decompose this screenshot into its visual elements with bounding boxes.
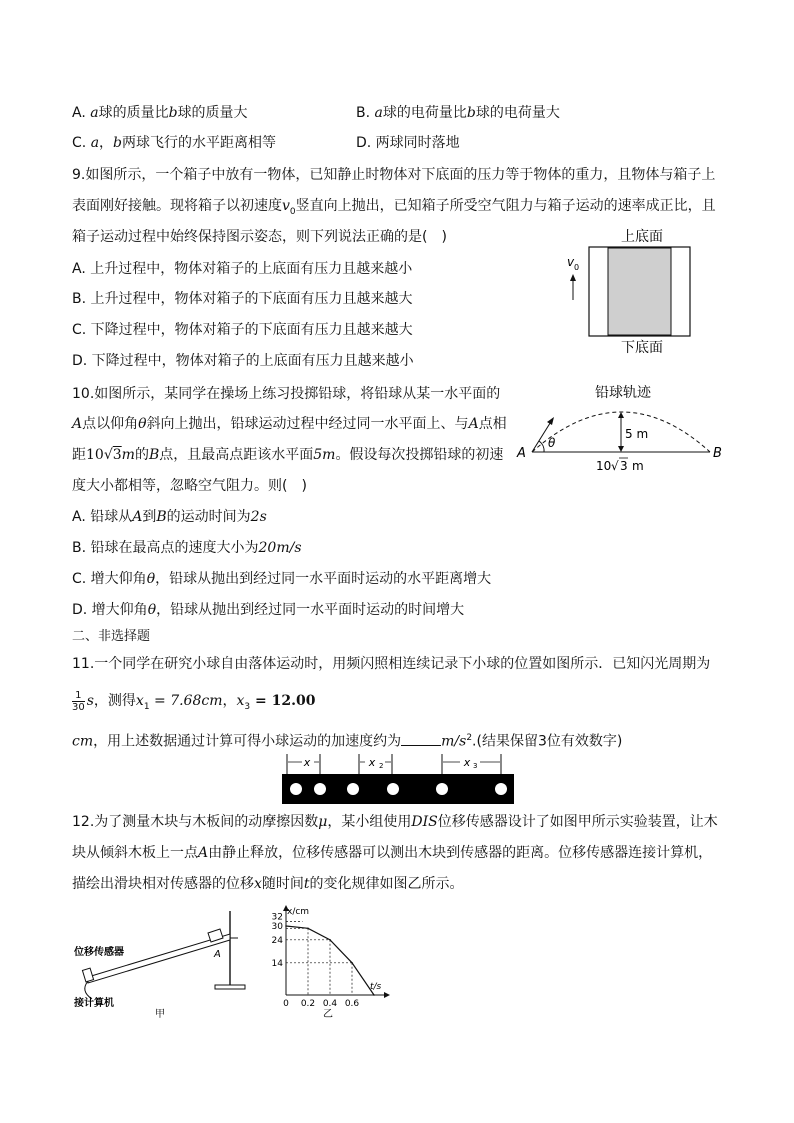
arrow-head (570, 274, 576, 281)
q11-stem-line1: 11.一个同学在研究小球自由落体运动时，用频闪照相连续记录下小球的位置如图所示．已知闪光周期为 (72, 656, 711, 672)
velocity-label-sub: 0 (574, 263, 580, 272)
ball-image (436, 783, 448, 795)
q11-strobe-figure (282, 752, 514, 806)
q9-stem-line3: 箱子运动过程中始终保持图示姿态，则下列说法正确的是( ) (72, 229, 447, 245)
q8-option-d: D. 两球同时落地 (356, 135, 460, 151)
q10-stem-line3-c: 点，且最高点距该水平面 (159, 447, 314, 463)
var-b: b (113, 135, 123, 151)
point-a-label: A (214, 949, 221, 960)
q10-stem-line3-d: 。假设每次投掷铅球的初速 (335, 447, 504, 463)
q12-stem-line2-a: 块从倾斜木板上一点 (72, 845, 198, 861)
var-A: A (72, 416, 83, 432)
q8-option-a-prefix: A. (72, 105, 91, 121)
q8-option-c (72, 133, 276, 153)
y-axis-label: x/cm (287, 907, 310, 917)
q10-stem-line2 (72, 414, 507, 434)
q12-xt-chart (262, 903, 394, 1021)
var-A: A (132, 509, 143, 525)
separator: ， (222, 693, 237, 709)
box-top-label: 上底面 (621, 229, 663, 245)
var-B: B (156, 509, 167, 525)
speed-value: 20m/s (258, 540, 302, 556)
sensor-label: 位移传感器 (74, 947, 124, 958)
q9-option-b: B. 上升过程中，物体对箱子的下底面有压力且越来越大 (72, 291, 413, 307)
var-theta: θ (146, 571, 156, 587)
x1-value: = 7.68cm (149, 693, 223, 709)
q9-stem-line2-a: 表面刚好接触。现将箱子以初速度 (72, 198, 282, 214)
velocity-label: v (567, 255, 575, 269)
section-heading: 二、非选择题 (72, 629, 151, 644)
computer-label: 接计算机 (74, 998, 114, 1009)
q9-option-c: C. 下降过程中，物体对箱子的下底面有压力且越来越大 (72, 322, 413, 338)
q11-stem-line3-a: ，用上述数据通过计算可得小球运动的加速度约为 (93, 733, 402, 750)
q10-option-c (72, 569, 491, 589)
q8-option-a-mid: 球的质量比 (98, 105, 169, 121)
distance-label-root: 3 (620, 459, 628, 473)
q8-option-a (72, 103, 248, 123)
stand-base (215, 985, 245, 989)
q12-stem-line3 (72, 874, 464, 894)
x3-value: = 12.00 (250, 693, 316, 709)
var-x1-sub: 1 (143, 701, 150, 712)
sqrt-icon: √ (611, 459, 619, 473)
q10-option-d (72, 600, 464, 620)
var-theta: θ (138, 416, 147, 432)
q10-stem-line3-b: 的 (134, 447, 149, 463)
q10-option-d-a: D. 增大仰角 (72, 602, 148, 618)
q10-option-c-a: C. 增大仰角 (72, 571, 147, 587)
unit-s: s (86, 693, 94, 709)
x3-label: x (463, 756, 471, 769)
trajectory-title: 铅球轨迹 (595, 385, 651, 401)
var-A: A (468, 416, 479, 432)
x-tick-label: 0.6 (344, 999, 360, 1009)
figure-caption-a: 甲 (155, 1009, 165, 1020)
q12-stem-line2 (72, 843, 712, 863)
y-tick-label: 24 (271, 935, 283, 946)
height-label: 5 m (625, 427, 649, 441)
x2-label: x (368, 756, 376, 769)
q12-stem-line1-b: ，某小组使用 (327, 814, 412, 830)
height-arrow-bottom (618, 446, 624, 452)
x-axis-arrow (384, 992, 390, 998)
ball-image (290, 783, 302, 795)
x-tick-label: 0.2 (300, 999, 316, 1009)
q11-stem-line2-a: ，测得 (93, 693, 136, 709)
q10-stem-line4: 度大小都相等，忽略空气阻力。则( ) (72, 478, 307, 494)
q9-option-d: D. 下降过程中，物体对箱子的上底面有压力且越来越小 (72, 353, 414, 369)
var-B: B (148, 447, 160, 463)
q10-trajectory-figure (514, 380, 734, 475)
q8-option-b-post: 球的电荷量大 (475, 105, 560, 121)
var-a: a (90, 135, 100, 151)
q10-option-a (72, 507, 267, 527)
var-t: t (303, 876, 310, 892)
sqrt-radicand: 3 (112, 447, 122, 463)
dis-label: DIS (411, 814, 438, 830)
q10-stem-line1: 10.如图所示，某同学在操场上练习投掷铅球，将铅球从某一水平面的 (72, 386, 501, 402)
x-label: x (303, 756, 311, 769)
q9-stem-line2 (72, 196, 716, 222)
sqrt-icon: √ (103, 447, 113, 463)
q12-stem-line3-c: 的变化规律如图乙所示。 (309, 876, 464, 892)
data-point (373, 994, 375, 996)
y-tick-label: 14 (271, 958, 283, 969)
q10-option-a-c: 的运动时间为 (166, 509, 251, 525)
var-x: x (254, 876, 262, 892)
box-bottom-label: 下底面 (621, 340, 663, 356)
q9-box-figure (560, 224, 700, 359)
var-v-sub: 0 (289, 206, 296, 217)
data-point (285, 925, 287, 927)
distance-number: 10 (86, 447, 104, 463)
q12-stem-line2-b: 由静止释放，位移传感器可以测出木块到传感器的距离。位移传感器连接计算机， (208, 845, 713, 861)
y-tick-label: 32 (271, 912, 283, 923)
time-value: 2s (250, 509, 267, 525)
fraction-numerator: 1 (72, 690, 85, 702)
var-theta: θ (147, 602, 157, 618)
sensor-box (82, 968, 93, 982)
var-b: b (168, 105, 178, 121)
q9-option-a: A. 上升过程中，物体对箱子的上底面有压力且越来越小 (72, 261, 413, 277)
q10-option-b-a: B. 铅球在最高点的速度大小为 (72, 540, 259, 556)
height-value: 5m (313, 447, 336, 463)
incline-board (88, 934, 230, 983)
q9-stem-line1: 9.如图所示，一个箱子中放有一物体，已知静止时物体对下底面的压力等于物体的重力，且物体与箱子上 (72, 167, 716, 183)
q12-stem-line1-c: 位移传感器设计了如图甲所示实验装置，让木 (437, 814, 718, 830)
q10-option-d-b: ，铅球从抛出到经过同一水平面时运动的时间增大 (156, 602, 465, 618)
var-a: a (374, 105, 383, 121)
q8-option-c-mid: ， (99, 135, 114, 151)
unit-accel: m/s (441, 733, 467, 750)
q8-option-a-post: 球的质量大 (177, 105, 248, 121)
ball-image (314, 783, 326, 795)
point-b-label: B (713, 446, 722, 461)
q11-stem-line2 (72, 688, 315, 720)
var-x3: x (236, 693, 245, 709)
var-a: a (90, 105, 99, 121)
answer-blank[interactable] (401, 731, 441, 746)
q9-stem-line2-b: 竖直向上抛出，已知箱子所受空气阻力与箱子运动的速率成正比，且 (295, 198, 716, 214)
q8-option-b-prefix: B. (356, 105, 375, 121)
q12-stem-line1 (72, 812, 718, 832)
initial-velocity-arrowhead (547, 417, 554, 425)
distance-label-unit: m (632, 459, 644, 473)
var-mu: μ (318, 814, 328, 830)
q12-stem-line3-b: 随时间 (261, 876, 304, 892)
q10-stem-line2-c: 点相 (478, 416, 507, 432)
q11-stem-line3-b: .(结果保留3位有效数字) (472, 733, 623, 750)
var-A: A (198, 845, 209, 861)
ball-image (387, 783, 399, 795)
height-arrow-top (618, 412, 624, 418)
x-tick-label: 0 (283, 999, 289, 1009)
q11-stem-line3 (72, 728, 622, 752)
object-in-box (608, 248, 671, 335)
unit-cm: cm (72, 733, 94, 750)
var-x1: x (135, 693, 144, 709)
point-a-label: A (517, 446, 526, 461)
q8-option-c-prefix: C. (72, 135, 91, 151)
q8-option-b-mid: 球的电荷量比 (382, 105, 467, 121)
x-axis-label: t/s (370, 982, 382, 992)
q10-option-b (72, 538, 302, 558)
distance-label-num: 10 (596, 459, 612, 473)
var-b: b (466, 105, 476, 121)
q10-stem-line3 (72, 445, 503, 465)
sensor-cable (85, 981, 92, 999)
ball-image (495, 783, 507, 795)
ball-image (347, 783, 359, 795)
unit-accel-sup: 2 (466, 733, 473, 743)
q10-stem-line2-b: 斜向上抛出，铅球运动过程中经过同一水平面上、与 (146, 416, 469, 432)
x-tick-label: 0.4 (322, 999, 338, 1009)
var-v: v (282, 198, 290, 214)
q10-option-a-a: A. 铅球从 (72, 509, 133, 525)
angle-label: θ (548, 436, 556, 450)
q10-stem-line3-a: 距 (72, 447, 86, 463)
q12-apparatus-figure (70, 905, 250, 1020)
q12-stem-line3-a: 描绘出滑块相对传感器的位移 (72, 876, 254, 892)
figure-caption-b: 乙 (323, 1009, 333, 1020)
data-point (351, 962, 353, 964)
q8-option-b (356, 103, 560, 123)
unit-m: m (121, 447, 135, 463)
q8-option-c-post: 两球飞行的水平距离相等 (122, 135, 277, 151)
data-point (329, 939, 331, 941)
var-x3-sub: 3 (244, 701, 251, 712)
x2-label-sub: 2 (379, 762, 384, 770)
data-point (307, 928, 309, 930)
q10-stem-line2-a: 点以仰角 (82, 416, 139, 432)
y-tick-label: 30 (271, 922, 283, 932)
q12-stem-line1-a: 12.为了测量木块与木板间的动摩擦因数 (72, 814, 319, 830)
x3-label-sub: 3 (473, 762, 478, 770)
q10-option-a-b: 到 (142, 509, 157, 525)
period-fraction (72, 690, 85, 713)
q10-option-c-b: ，铅球从抛出到经过同一水平面时运动的水平距离增大 (155, 571, 492, 587)
fraction-denominator: 30 (72, 701, 85, 713)
